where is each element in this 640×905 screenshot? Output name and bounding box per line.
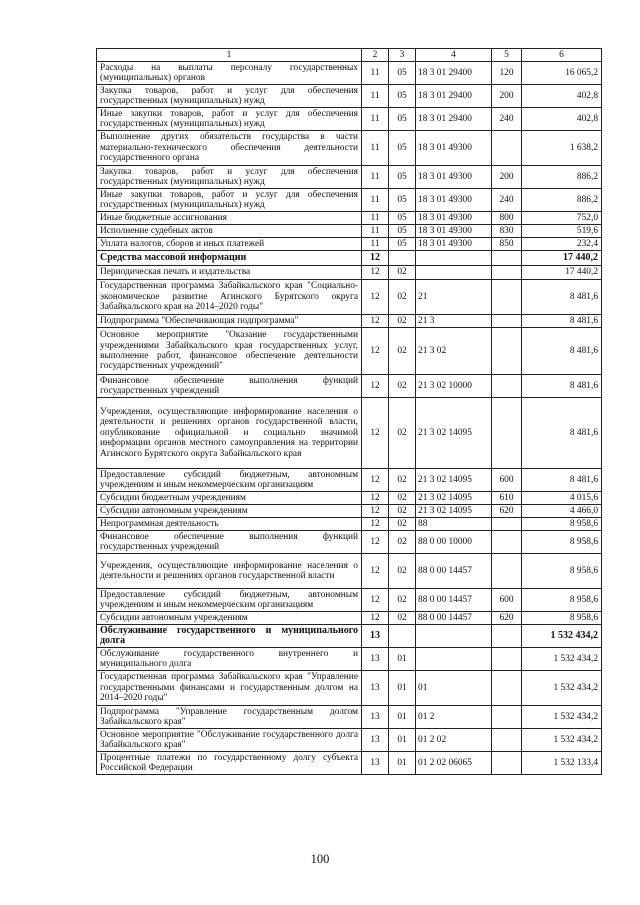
subsection-cell: 02: [389, 612, 416, 625]
amount-cell: 8 958,6: [522, 612, 602, 625]
name-cell: Непрограммная деятельность: [97, 518, 362, 531]
name-cell: Иные закупки товаров, работ и услуг для обеспечения государственных (муниципальных) нужд: [97, 189, 362, 212]
table-row: [97, 554, 602, 589]
target-article-cell: 21 3 02: [416, 328, 492, 375]
name-cell: Иные бюджетные ассигнования: [97, 212, 362, 225]
amount-cell: 1 638,2: [522, 131, 602, 166]
target-article-cell: 21 3: [416, 315, 492, 328]
target-article-cell: 01: [416, 671, 492, 706]
table-row: [97, 706, 602, 729]
section-cell: 11: [362, 108, 389, 131]
target-article-cell: 18 3 01 29400: [416, 62, 492, 85]
target-article-cell: 88 0 00 14457: [416, 589, 492, 612]
amount-cell: 8 481,6: [522, 469, 602, 492]
name-cell: Предоставление субсидий бюджетным, автономным учреждениям и иным некоммерческим организациям: [97, 589, 362, 612]
amount-cell: 1 532 434,2: [522, 625, 602, 648]
target-article-cell: 18 3 01 29400: [416, 85, 492, 108]
amount-cell: 752,0: [522, 212, 602, 225]
header-cell-6: 6: [522, 49, 602, 62]
target-article-cell: 88 0 00 14457: [416, 554, 492, 589]
subsection-cell: 02: [389, 398, 416, 469]
section-cell: 12: [362, 492, 389, 505]
target-article-cell: 88 0 00 10000: [416, 531, 492, 554]
target-article-cell: 01 2 02: [416, 729, 492, 752]
target-article-cell: 18 3 01 49300: [416, 238, 492, 251]
amount-cell: 1 532 434,2: [522, 671, 602, 706]
table-row: [97, 212, 602, 225]
name-cell: Учреждения, осуществляющие информирование населения о деятельности и решениях органов государственной власти: [97, 554, 362, 589]
expense-type-cell: 830: [492, 225, 522, 238]
section-cell: 11: [362, 212, 389, 225]
target-article-cell: 18 3 01 49300: [416, 225, 492, 238]
table-row: [97, 531, 602, 554]
header-cell-4: 4: [416, 49, 492, 62]
header-cell-3: 3: [389, 49, 416, 62]
target-article-cell: 21 3 02 10000: [416, 375, 492, 398]
section-cell: 12: [362, 518, 389, 531]
target-article-cell: [416, 648, 492, 671]
table-row: [97, 398, 602, 469]
subsection-cell: [389, 251, 416, 266]
subsection-cell: 01: [389, 671, 416, 706]
table-row: [97, 375, 602, 398]
name-cell: Процентные платежи по государственному долгу субъекта Российской Федерации: [97, 752, 362, 775]
name-cell: Основное мероприятие "Оказание государственными учреждениями Забайкальского края государственных услуг, выполнение работ, финансовое обеспечение деятельности государственных учреждений": [97, 328, 362, 375]
expense-type-cell: 200: [492, 85, 522, 108]
section-cell: 12: [362, 589, 389, 612]
section-cell: 12: [362, 612, 389, 625]
subsection-cell: 02: [389, 554, 416, 589]
subsection-cell: 02: [389, 492, 416, 505]
expense-type-cell: [492, 375, 522, 398]
name-cell: Закупка товаров, работ и услуг для обеспечения государственных (муниципальных) нужд: [97, 85, 362, 108]
table-row: [97, 505, 602, 518]
expense-type-cell: [492, 531, 522, 554]
name-cell: Периодическая печать и издательства: [97, 266, 362, 280]
section-cell: 12: [362, 554, 389, 589]
table-row: [97, 108, 602, 131]
expense-type-cell: [492, 752, 522, 775]
amount-cell: 519,6: [522, 225, 602, 238]
target-article-cell: [416, 251, 492, 266]
table-row: [97, 251, 602, 266]
header-row: [97, 49, 602, 62]
name-cell: Финансовое обеспечение выполнения функций государственных учреждений: [97, 531, 362, 554]
table-row: [97, 469, 602, 492]
target-article-cell: 21 3 02 14095: [416, 492, 492, 505]
amount-cell: 4 015,6: [522, 492, 602, 505]
subsection-cell: [389, 625, 416, 648]
table-row: [97, 189, 602, 212]
target-article-cell: 21 3 02 14095: [416, 469, 492, 492]
target-article-cell: [416, 266, 492, 280]
expense-type-cell: [492, 280, 522, 315]
target-article-cell: 21 3 02 14095: [416, 505, 492, 518]
table-row: [97, 518, 602, 531]
subsection-cell: 02: [389, 266, 416, 280]
section-cell: 13: [362, 648, 389, 671]
subsection-cell: 05: [389, 85, 416, 108]
section-cell: 13: [362, 752, 389, 775]
expense-type-cell: 120: [492, 62, 522, 85]
subsection-cell: 01: [389, 648, 416, 671]
amount-cell: 402,8: [522, 108, 602, 131]
section-cell: 13: [362, 706, 389, 729]
target-article-cell: 18 3 01 49300: [416, 131, 492, 166]
target-article-cell: 88: [416, 518, 492, 531]
target-article-cell: 01 2 02 06065: [416, 752, 492, 775]
expense-type-cell: [492, 648, 522, 671]
name-cell: Финансовое обеспечение выполнения функций государственных учреждений: [97, 375, 362, 398]
section-cell: 11: [362, 166, 389, 189]
target-article-cell: 18 3 01 49300: [416, 189, 492, 212]
expense-type-cell: 620: [492, 505, 522, 518]
table-row: [97, 328, 602, 375]
name-cell: Уплата налогов, сборов и иных платежей: [97, 238, 362, 251]
name-cell: Средства массовой информации: [97, 251, 362, 266]
name-cell: Обслуживание государственного и муниципального долга: [97, 625, 362, 648]
name-cell: Подпрограмма "Управление государственным долгом Забайкальского края": [97, 706, 362, 729]
table-row: [97, 589, 602, 612]
subsection-cell: 02: [389, 280, 416, 315]
target-article-cell: 88 0 00 14457: [416, 612, 492, 625]
section-cell: 12: [362, 531, 389, 554]
section-cell: 12: [362, 251, 389, 266]
section-cell: 12: [362, 469, 389, 492]
expense-type-cell: [492, 625, 522, 648]
section-cell: 11: [362, 85, 389, 108]
section-cell: 13: [362, 729, 389, 752]
expense-type-cell: [492, 251, 522, 266]
amount-cell: 16 065,2: [522, 62, 602, 85]
name-cell: Государственная программа Забайкальского края "Социально-экономическое развитие Агинского Бурятского округа Забайкальского края на 2014–2020 годы": [97, 280, 362, 315]
section-cell: 12: [362, 280, 389, 315]
name-cell: Учреждения, осуществляющие информирование населения о деятельности и решениях органов государственной власти, опубликование официальной и социально значимой информации органов местного самоуправления на территории Агинского Бурятского округа Забайкальского края: [97, 398, 362, 469]
section-cell: 11: [362, 131, 389, 166]
name-cell: Подпрограмма "Обеспечивающая подпрограмма": [97, 315, 362, 328]
subsection-cell: 05: [389, 166, 416, 189]
subsection-cell: 02: [389, 531, 416, 554]
subsection-cell: 02: [389, 328, 416, 375]
expense-type-cell: [492, 706, 522, 729]
expense-type-cell: 610: [492, 492, 522, 505]
subsection-cell: 01: [389, 706, 416, 729]
target-article-cell: 21: [416, 280, 492, 315]
section-cell: 12: [362, 328, 389, 375]
table-row: [97, 225, 602, 238]
expense-type-cell: 850: [492, 238, 522, 251]
target-article-cell: 21 3 02 14095: [416, 398, 492, 469]
expense-type-cell: [492, 671, 522, 706]
amount-cell: 8 481,6: [522, 375, 602, 398]
subsection-cell: 02: [389, 505, 416, 518]
name-cell: Субсидии автономным учреждениям: [97, 505, 362, 518]
subsection-cell: 01: [389, 752, 416, 775]
name-cell: Исполнение судебных актов: [97, 225, 362, 238]
name-cell: Закупка товаров, работ и услуг для обеспечения государственных (муниципальных) нужд: [97, 166, 362, 189]
subsection-cell: 02: [389, 518, 416, 531]
table-row: [97, 266, 602, 280]
expense-type-cell: [492, 398, 522, 469]
subsection-cell: 01: [389, 729, 416, 752]
section-cell: 13: [362, 625, 389, 648]
amount-cell: 17 440,2: [522, 266, 602, 280]
table-row: [97, 62, 602, 85]
name-cell: Выполнение других обязательств государства в части материально-технического обеспечения деятельности государственного органа: [97, 131, 362, 166]
subsection-cell: 05: [389, 212, 416, 225]
amount-cell: 8 481,6: [522, 315, 602, 328]
header-cell-1: 1: [97, 49, 362, 62]
amount-cell: 8 481,6: [522, 398, 602, 469]
expense-type-cell: 620: [492, 612, 522, 625]
budget-table: [96, 48, 602, 775]
section-cell: 11: [362, 225, 389, 238]
table-row: [97, 625, 602, 648]
amount-cell: 8 958,6: [522, 554, 602, 589]
amount-cell: 232,4: [522, 238, 602, 251]
table-row: [97, 492, 602, 505]
section-cell: 11: [362, 62, 389, 85]
section-cell: 12: [362, 315, 389, 328]
amount-cell: 1 532 434,2: [522, 648, 602, 671]
table-row: [97, 671, 602, 706]
page-number: 100: [310, 852, 330, 866]
subsection-cell: 02: [389, 469, 416, 492]
target-article-cell: 18 3 01 49300: [416, 166, 492, 189]
section-cell: 12: [362, 375, 389, 398]
expense-type-cell: [492, 729, 522, 752]
amount-cell: 8 958,6: [522, 589, 602, 612]
subsection-cell: 05: [389, 238, 416, 251]
expense-type-cell: [492, 518, 522, 531]
amount-cell: 4 466,0: [522, 505, 602, 518]
amount-cell: 402,8: [522, 85, 602, 108]
expense-type-cell: [492, 131, 522, 166]
expense-type-cell: [492, 315, 522, 328]
section-cell: 12: [362, 398, 389, 469]
table-row: [97, 752, 602, 775]
table-row: [97, 729, 602, 752]
name-cell: Государственная программа Забайкальского края "Управление государственными финансами и государственным долгом на 2014–2020 годы": [97, 671, 362, 706]
amount-cell: 8 481,6: [522, 328, 602, 375]
section-cell: 11: [362, 238, 389, 251]
subsection-cell: 05: [389, 108, 416, 131]
subsection-cell: 02: [389, 375, 416, 398]
name-cell: Иные закупки товаров, работ и услуг для обеспечения государственных (муниципальных) нужд: [97, 108, 362, 131]
expense-type-cell: 200: [492, 166, 522, 189]
expense-type-cell: 600: [492, 589, 522, 612]
table-row: [97, 315, 602, 328]
target-article-cell: 01 2: [416, 706, 492, 729]
amount-cell: 1 532 434,2: [522, 729, 602, 752]
target-article-cell: [416, 625, 492, 648]
table-row: [97, 238, 602, 251]
header-cell-5: 5: [492, 49, 522, 62]
amount-cell: 1 532 434,2: [522, 706, 602, 729]
header-cell-2: 2: [362, 49, 389, 62]
amount-cell: 8 958,6: [522, 518, 602, 531]
expense-type-cell: [492, 554, 522, 589]
expense-type-cell: 600: [492, 469, 522, 492]
table-row: [97, 166, 602, 189]
name-cell: Субсидии бюджетным учреждениям: [97, 492, 362, 505]
subsection-cell: 05: [389, 131, 416, 166]
amount-cell: 8 958,6: [522, 531, 602, 554]
expense-type-cell: 800: [492, 212, 522, 225]
target-article-cell: 18 3 01 29400: [416, 108, 492, 131]
subsection-cell: 02: [389, 315, 416, 328]
expense-type-cell: 240: [492, 189, 522, 212]
table-row: [97, 85, 602, 108]
expense-type-cell: 240: [492, 108, 522, 131]
amount-cell: 886,2: [522, 189, 602, 212]
table-row: [97, 131, 602, 166]
amount-cell: 17 440,2: [522, 251, 602, 266]
section-cell: 11: [362, 189, 389, 212]
table-row: [97, 612, 602, 625]
subsection-cell: 02: [389, 589, 416, 612]
section-cell: 13: [362, 671, 389, 706]
amount-cell: 1 532 133,4: [522, 752, 602, 775]
section-cell: 12: [362, 505, 389, 518]
subsection-cell: 05: [389, 62, 416, 85]
subsection-cell: 05: [389, 225, 416, 238]
table-row: [97, 648, 602, 671]
name-cell: Субсидии автономным учреждениям: [97, 612, 362, 625]
amount-cell: 8 481,6: [522, 280, 602, 315]
name-cell: Расходы на выплаты персоналу государственных (муниципальных) органов: [97, 62, 362, 85]
name-cell: Обслуживание государственного внутреннего и муниципального долга: [97, 648, 362, 671]
section-cell: 12: [362, 266, 389, 280]
table-row: [97, 280, 602, 315]
amount-cell: 886,2: [522, 166, 602, 189]
expense-type-cell: [492, 328, 522, 375]
target-article-cell: 18 3 01 49300: [416, 212, 492, 225]
name-cell: Основное мероприятие "Обслуживание государственного долга Забайкальского края": [97, 729, 362, 752]
subsection-cell: 05: [389, 189, 416, 212]
expense-type-cell: [492, 266, 522, 280]
name-cell: Предоставление субсидий бюджетным, автономным учреждениям и иным некоммерческим организациям: [97, 469, 362, 492]
